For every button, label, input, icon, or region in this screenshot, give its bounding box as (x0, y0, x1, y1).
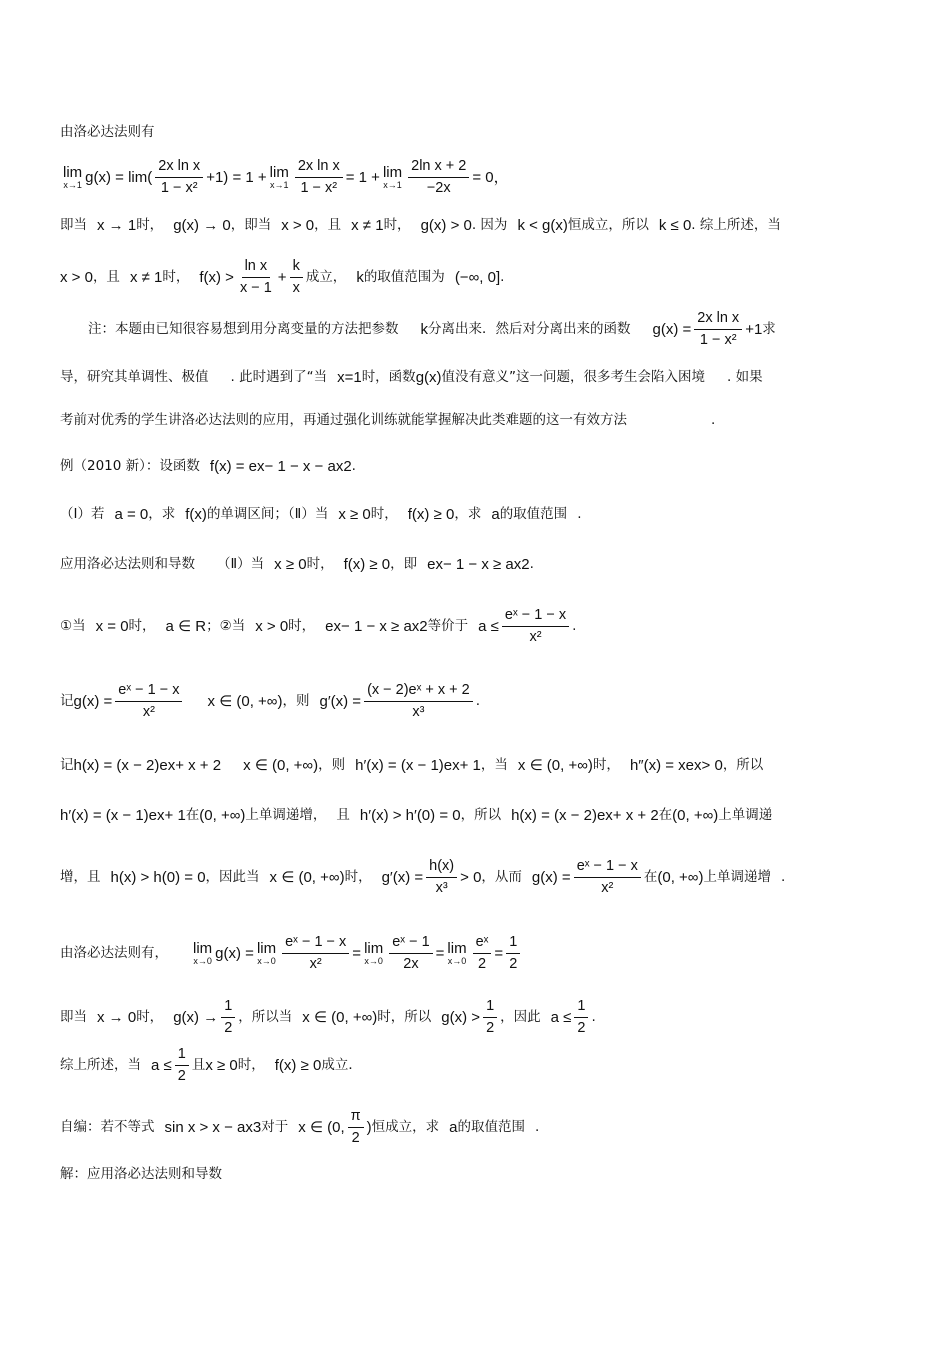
text-fragment: = (352, 945, 362, 963)
text-fragment: 导，研究其单调性、极值 (60, 368, 209, 385)
text-fragment: sin x > x − ax (164, 1119, 253, 1137)
text-fragment: g(x) > (441, 1009, 481, 1027)
text-fragment: 自编：若不等式 (60, 1119, 155, 1136)
text-fragment: 由洛必达法则有， (60, 945, 168, 962)
text-fragment: + x + 2 (612, 807, 659, 824)
text-fragment: x (694, 757, 702, 774)
text-fragment: ，所以当 (238, 1009, 293, 1026)
text-fragment: ，因此 (500, 1009, 541, 1026)
text-fragment: h(x) (426, 858, 457, 878)
text-fragment: (0, +∞) (657, 869, 704, 887)
text-fragment: （Ⅱ）当 (217, 555, 265, 572)
text-fragment: 2 (177, 1068, 186, 1085)
text-fragment: 上单调递增， (245, 806, 327, 823)
text-fragment: 注：本题由已知很容易想到用分离变量的方法把参数 (88, 321, 399, 338)
text-fragment: − 1 − x − ax (264, 458, 344, 475)
text-fragment: 的取值范围 (499, 505, 568, 522)
text-fragment: lim (256, 940, 277, 958)
text-fragment: = 0， (472, 169, 509, 187)
text-fragment: a (449, 1119, 458, 1137)
fraction (574, 858, 641, 898)
text-fragment: x (292, 280, 300, 297)
fraction (175, 1046, 189, 1086)
luobida-heading (60, 124, 890, 142)
text-fragment: x→0 (447, 956, 467, 967)
text-fragment: 上单调递增 (703, 869, 771, 886)
text-fragment: = (435, 945, 445, 963)
text-line-4 (60, 258, 890, 298)
text-fragment: x→0 (193, 956, 212, 967)
text-fragment: k ≤ 0 (658, 217, 692, 234)
fraction (574, 998, 588, 1038)
limit-equation-1 (60, 158, 890, 198)
text-fragment: g(x) → (173, 1009, 219, 1027)
text-fragment: x ≥ 0 (274, 556, 307, 573)
lim-operator (447, 941, 466, 966)
text-fragment: 时， (237, 1057, 265, 1074)
text-fragment: 在 (658, 806, 673, 823)
text-fragment: 2 (351, 1130, 360, 1147)
text-fragment: ，且 (314, 216, 342, 233)
text-fragment: 且 (336, 806, 350, 823)
text-fragment: 应用洛必达法则和导数 (60, 555, 195, 572)
text-fragment: h′(x) = (x − 1)e (355, 757, 453, 774)
text-fragment: 恒成立，求 (371, 1119, 440, 1136)
note-line-2 (60, 368, 890, 388)
text-fragment: (0, +∞) (199, 807, 246, 824)
text-fragment: 时， (306, 555, 334, 572)
fraction (348, 1108, 364, 1148)
text-fragment: . (534, 1119, 540, 1136)
text-fragment: g(x) = (215, 945, 254, 963)
text-fragment: eˣ (473, 934, 492, 954)
fraction (483, 998, 497, 1038)
h-definition (60, 756, 890, 776)
text-fragment: x=1 (337, 369, 362, 386)
text-fragment: ) (366, 1119, 372, 1137)
text-fragment: ；②当 (206, 618, 246, 635)
g-definition (60, 682, 890, 722)
text-fragment: 时， (136, 216, 164, 233)
fraction (282, 934, 349, 974)
text-fragment: f(x) (185, 506, 207, 523)
text-fragment: k < g(x) (517, 217, 568, 234)
text-fragment: ，求 (148, 505, 176, 522)
text-fragment: ，当 (480, 756, 508, 773)
text-fragment: π (348, 1108, 364, 1128)
text-fragment: + 1 (164, 807, 186, 824)
example-statement (60, 457, 890, 477)
text-fragment: 时， (288, 618, 316, 635)
text-fragment: lim (269, 164, 289, 182)
text-fragment: g(x) = (652, 321, 692, 339)
text-fragment: a ≤ (151, 1057, 172, 1075)
text-fragment: 上单调递 (718, 806, 773, 823)
text-fragment: ，求 (454, 505, 482, 522)
text-fragment: e (325, 618, 334, 636)
text-fragment: 的取值范围为 (363, 269, 445, 286)
text-fragment: a ≤ (550, 1009, 572, 1027)
text-fragment: . (351, 457, 356, 474)
text-fragment: f(x) > (199, 269, 234, 287)
text-fragment: g(x) > 0 (420, 217, 472, 234)
text-fragment: 在 (643, 869, 658, 886)
text-fragment: 求 (762, 321, 776, 338)
text-fragment: lim (63, 164, 83, 182)
self-problem (60, 1108, 890, 1148)
note-line-1 (60, 310, 890, 350)
text-fragment: 增，且 (60, 869, 101, 886)
text-fragment: (−∞, 0] (454, 269, 501, 287)
fraction (694, 310, 742, 350)
text-fragment: x² (142, 704, 155, 721)
text-fragment: 记 (60, 756, 74, 773)
text-fragment: 即当 (60, 216, 87, 233)
text-fragment: g(x) (415, 369, 442, 386)
text-fragment: x (167, 757, 176, 774)
text-fragment: 时， (370, 505, 398, 522)
text-fragment: x ∈ (0, +∞) (302, 1009, 378, 1027)
text-fragment: f(x) ≥ 0 (343, 556, 391, 573)
text-fragment: . 如果 (727, 368, 763, 385)
apply-line (60, 555, 890, 575)
text-fragment: x ∈ (0, +∞) (517, 757, 593, 774)
text-fragment: 时，所以 (377, 1009, 432, 1026)
text-fragment: 的取值范围 (457, 1119, 525, 1136)
text-fragment: g(x) → 0 (173, 217, 231, 234)
text-fragment: (0, +∞) (672, 807, 719, 824)
limit-equation-2 (60, 934, 890, 974)
text-fragment: ①当 (60, 618, 86, 635)
lim-operator (270, 165, 289, 190)
text-fragment: x ≠ 1 (351, 217, 384, 234)
fraction (389, 934, 432, 974)
text-fragment: x > 0 (281, 217, 315, 234)
text-fragment: 1 (574, 998, 588, 1018)
lim-operator (364, 941, 383, 966)
text-fragment: > 0 (460, 869, 482, 887)
text-fragment: 1 − x² (300, 180, 338, 197)
text-fragment: g(x) = lim( (85, 169, 153, 187)
text-fragment: x ∈ (0, +∞) (269, 869, 345, 887)
text-fragment: x (605, 807, 613, 824)
text-fragment: g(x) = (531, 869, 571, 887)
fraction (115, 682, 182, 722)
text-fragment: ，且 (92, 269, 120, 286)
text-fragment: 3 (252, 1119, 262, 1137)
text-fragment: . 此时遇到了“当 (230, 368, 328, 385)
text-fragment: . (591, 1009, 596, 1026)
fraction (426, 858, 457, 898)
text-fragment: 时， (592, 756, 620, 773)
text-fragment: x→1 (269, 180, 289, 191)
text-fragment: a ≤ (478, 618, 499, 636)
text-fragment: 且 (191, 1057, 206, 1074)
text-fragment: ，所以 (460, 806, 502, 823)
fraction (408, 158, 469, 198)
text-fragment: 恒成立，所以 (567, 216, 649, 233)
text-fragment: 考前对优秀的学生讲洛必达法则的应用，再通过强化训练就能掌握解决此类难题的这一有效方法 (60, 412, 627, 428)
text-fragment: ，从而 (481, 869, 522, 886)
text-fragment: x = 0 (95, 618, 129, 636)
fraction (502, 607, 569, 647)
text-fragment: 2x ln x (295, 158, 343, 178)
text-fragment: . (781, 869, 786, 886)
fraction (221, 998, 235, 1038)
text-fragment: + x + 2 (175, 757, 222, 774)
text-fragment: . (475, 693, 481, 710)
text-fragment: ln x (242, 258, 271, 278)
text-fragment: x (435, 556, 443, 573)
text-fragment: 由洛必达法则有 (60, 124, 155, 140)
text-fragment: 时， (136, 1009, 164, 1026)
text-fragment: eˣ − 1 − x (574, 858, 641, 878)
text-fragment: g′(x) = (319, 693, 362, 711)
text-fragment: x→0 (257, 956, 276, 967)
text-fragment: x² (529, 629, 542, 646)
text-fragment: − 1 − x ≥ ax (341, 618, 420, 636)
text-fragment: 2x ln x (694, 310, 742, 330)
text-fragment: ，即当 (230, 216, 272, 233)
text-fragment: x → 1 (97, 217, 137, 234)
lim-operator (257, 941, 276, 966)
text-fragment: −2x (426, 180, 451, 197)
text-fragment: 2 (521, 556, 530, 573)
text-fragment: 成立． (321, 1057, 362, 1074)
text-fragment: 1 − x² (160, 180, 198, 197)
text-fragment: x ≠ 1 (129, 269, 163, 287)
text-fragment: 1 − x² (699, 332, 737, 349)
text-fragment: lim (447, 940, 467, 958)
text-fragment: x > 0 (255, 618, 289, 636)
fraction (290, 258, 303, 298)
fraction (506, 934, 520, 974)
text-fragment: x ∈ (0, (298, 1119, 345, 1137)
text-fragment: = 1 + (345, 169, 380, 187)
text-fragment: x − 1 (239, 280, 272, 297)
fraction (155, 158, 203, 198)
text-fragment: eˣ − 1 − x (282, 934, 349, 954)
text-fragment: ，因此当 (205, 869, 260, 886)
text-fragment: x > 0 (60, 269, 93, 287)
text-fragment: 2x (403, 956, 419, 973)
text-fragment: 1 (221, 998, 235, 1018)
text-fragment: ，所以 (722, 756, 764, 773)
text-fragment: . 因为 (471, 216, 508, 233)
text-fragment: x ≥ 0 (205, 1057, 238, 1075)
text-fragment: k (290, 258, 303, 278)
text-fragment: k (356, 269, 364, 287)
text-fragment: 例（2010 新）：设函数 (60, 457, 200, 474)
text-fragment: g′(x) = (381, 869, 424, 887)
h-monotone (60, 806, 890, 826)
text-fragment: lim (193, 940, 213, 958)
fraction (237, 258, 275, 298)
text-fragment: a ∈ R (165, 618, 207, 636)
text-fragment: 2 (486, 1020, 495, 1037)
text-fragment: 时， (162, 269, 190, 286)
text-fragment: − 1 − x ≥ ax (443, 556, 522, 573)
text-fragment: x² (309, 956, 322, 973)
text-fragment: 时， (128, 618, 156, 635)
text-fragment: . (529, 555, 534, 572)
text-fragment: 2ln x + 2 (408, 158, 469, 178)
text-fragment: 综上所述，当 (60, 1057, 141, 1074)
text-fragment: eˣ − 1 (389, 934, 432, 954)
text-fragment: 对于 (261, 1119, 289, 1136)
text-fragment: x→0 (364, 956, 383, 967)
text-fragment: h′(x) > h′(0) = 0 (359, 807, 461, 824)
text-fragment: 解：应用洛必达法则和导数 (60, 1166, 222, 1182)
text-fragment: x → 0 (97, 1009, 137, 1027)
text-fragment: ，即 (390, 555, 418, 572)
conclusion-line (60, 1046, 890, 1086)
text-fragment: 2 (509, 956, 518, 973)
text-fragment: x² (601, 880, 614, 897)
text-fragment: k (420, 321, 428, 339)
text-fragment: h(x) = (x − 2)e (73, 757, 168, 774)
text-fragment: eˣ − 1 − x (502, 607, 569, 627)
text-fragment: 2 (419, 618, 428, 636)
text-fragment: 2 (343, 458, 352, 475)
text-fragment: x³ (412, 704, 425, 721)
then-line (60, 998, 890, 1038)
text-fragment: 时， (383, 216, 411, 233)
text-fragment: + (277, 269, 287, 287)
text-fragment: x ≥ 0 (338, 506, 371, 523)
text-fragment: 在 (185, 806, 200, 823)
text-fragment: a (491, 506, 500, 523)
text-fragment: 2 (577, 1020, 586, 1037)
text-fragment: 1 (483, 998, 497, 1018)
text-fragment: 即当 (60, 1009, 87, 1026)
text-fragment: (x − 2)eˣ + x + 2 (364, 682, 473, 702)
text-fragment: 的单调区间；（Ⅱ）当 (206, 505, 329, 522)
text-fragment: f(x) ≥ 0 (274, 1057, 322, 1075)
fraction (473, 934, 492, 974)
example-parts (60, 505, 890, 525)
text-fragment: 成立， (305, 269, 347, 286)
text-fragment: 分离出来．然后对分离出来的函数 (428, 321, 631, 338)
text-fragment: 2 (477, 956, 487, 973)
text-fragment: x→1 (383, 180, 402, 191)
text-fragment: . (500, 269, 505, 286)
text-fragment: +1 (745, 321, 763, 339)
text-fragment: 时， (344, 869, 372, 886)
fraction (295, 158, 343, 198)
text-fragment: e (427, 556, 436, 573)
text-fragment: f(x) ≥ 0 (407, 506, 455, 523)
text-fragment: 等价于 (427, 618, 469, 635)
text-fragment: +1) = 1 + (206, 169, 267, 187)
text-fragment: . (577, 505, 582, 522)
text-fragment: a = 0 (114, 506, 149, 523)
text-fragment: x (157, 807, 165, 824)
text-fragment: x→1 (63, 180, 82, 191)
text-fragment: h(x) > h(0) = 0 (110, 869, 206, 887)
text-fragment: 值没有意义”这一问题，很多考生会陷入困境 (441, 368, 706, 385)
fraction (364, 682, 473, 722)
text-fragment: 2 (224, 1020, 233, 1037)
text-fragment: eˣ − 1 − x (115, 682, 182, 702)
text-line-3 (60, 216, 890, 236)
text-fragment: f(x) = e (209, 458, 258, 475)
lim-operator (383, 165, 402, 190)
text-fragment: x (257, 458, 265, 475)
text-fragment: x ∈ (0, +∞) (243, 757, 319, 774)
text-fragment: > 0 (701, 757, 723, 774)
text-fragment: （Ⅰ）若 (60, 505, 105, 522)
text-fragment: ，则 (318, 756, 346, 773)
lim-operator (193, 941, 212, 966)
text-fragment: . (711, 412, 716, 428)
text-fragment: 2x ln x (155, 158, 203, 178)
text-fragment: 1 (506, 934, 520, 954)
solution-line (60, 1166, 890, 1184)
text-fragment: x (333, 618, 342, 636)
text-fragment: x³ (435, 880, 448, 897)
text-fragment: 时，函数 (361, 368, 416, 385)
text-fragment: x (452, 757, 460, 774)
text-fragment: h″(x) = xe (629, 757, 695, 774)
text-fragment: h′(x) = (x − 1)e (60, 807, 158, 824)
text-fragment: x ∈ (0, +∞) (207, 693, 283, 711)
text-fragment: = (494, 945, 504, 963)
case-line (60, 607, 890, 647)
g-increasing (60, 858, 890, 898)
text-fragment: . (572, 618, 577, 635)
text-fragment: ，则 (282, 693, 310, 710)
text-fragment: . 综上所述，当 (691, 216, 781, 233)
text-fragment: 1 (175, 1046, 189, 1066)
text-fragment: + 1 (459, 757, 481, 774)
text-fragment: lim (364, 940, 384, 958)
text-fragment: 记 (60, 693, 74, 710)
lim-operator (63, 165, 82, 190)
note-line-3 (60, 412, 890, 430)
text-fragment: h(x) = (x − 2)e (511, 807, 606, 824)
text-fragment: g(x) = (73, 693, 113, 711)
text-fragment: lim (382, 164, 403, 182)
